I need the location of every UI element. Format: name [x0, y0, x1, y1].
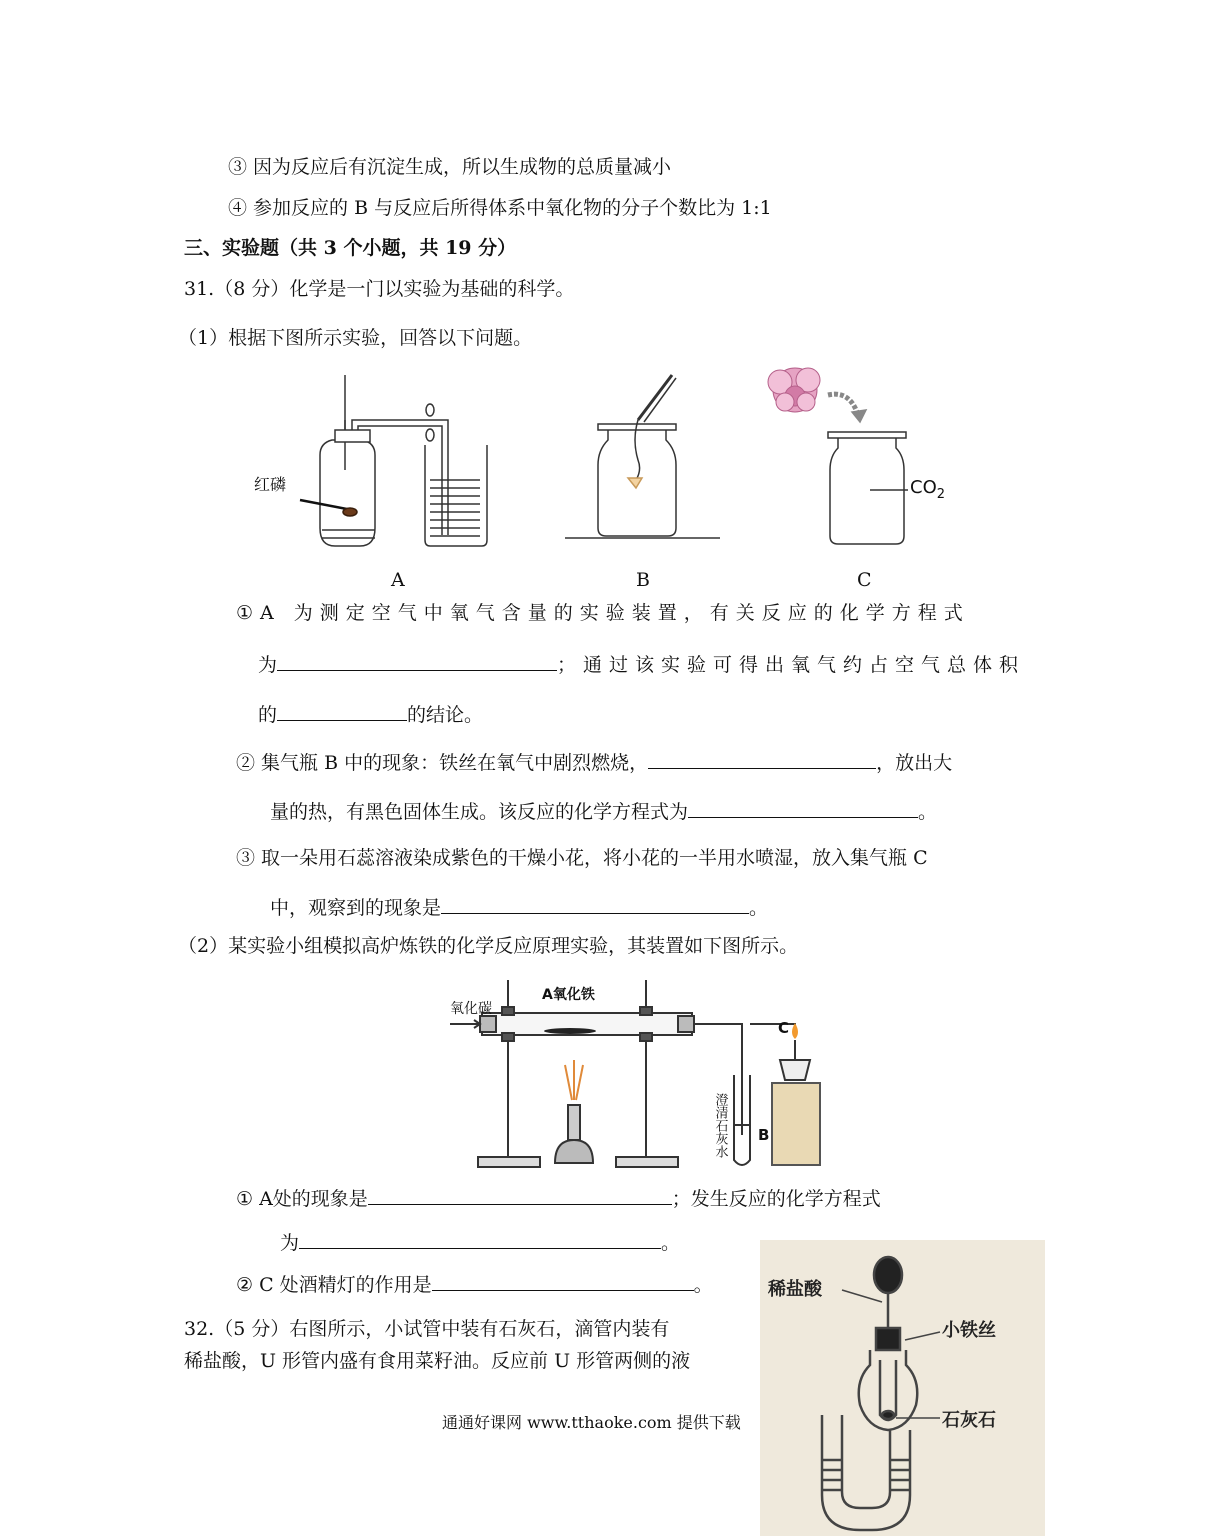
subq-2-line1 — [236, 748, 952, 776]
question-31-title: 31.（8 分）化学是一门以实验为基础的科学。 — [184, 278, 575, 300]
red-phosphorus-label: 红磷 — [254, 475, 287, 494]
flower-icon — [768, 368, 820, 412]
answer-blank-phenomenon-c[interactable] — [441, 893, 749, 914]
subq-b2-line — [236, 1270, 713, 1298]
option-3-text: ③ 因为反应后有沉淀生成，所以生成物的总质量减小 — [228, 156, 672, 178]
question-31-part2: （2）某实验小组模拟高炉炼铁的化学反应原理实验，其装置如下图所示。 — [178, 935, 799, 957]
answer-blank-lamp-purpose[interactable] — [432, 1270, 694, 1291]
figure-experiments-abc — [240, 360, 980, 560]
section-heading: 三、实验题（共 3 个小题，共 19 分） — [184, 237, 517, 259]
subq-b1-prefix: 为 — [280, 1232, 300, 1254]
subq-b2-period: 。 — [693, 1274, 713, 1296]
subq-2-suffix: ，放出大 — [876, 752, 953, 774]
iron-oxide-label: A氧化铁 — [542, 987, 595, 1003]
answer-blank-equation-b[interactable] — [688, 797, 918, 818]
question-32-line2: 稀盐酸，U 形管内盛有食用菜籽油。反应前 U 形管两侧的液 — [184, 1350, 691, 1372]
question-32-line1: 32.（5 分）右图所示，小试管中装有石灰石，滴管内装有 — [184, 1318, 670, 1340]
co-label: 氧化碳 — [450, 1001, 492, 1017]
subq-3-period: 。 — [749, 897, 769, 919]
wire-label: 小铁丝 — [942, 1320, 996, 1341]
answer-blank-equation-a[interactable] — [277, 650, 557, 671]
subq-b1-period: 。 — [661, 1232, 681, 1254]
answer-blank-phenomenon-b[interactable] — [648, 748, 876, 769]
subq-2-line2 — [270, 797, 937, 825]
co2-label: $CO_2$ — [910, 477, 946, 502]
subq-1-middle: ；通过该实验可得出氧气约占空气总体积 — [557, 654, 1026, 676]
answer-blank-equation-iron[interactable] — [299, 1228, 661, 1249]
subq-1-text: ①A 为测定空气中氧气含量的实验装置，有关反应的化学方程式 — [236, 602, 970, 624]
answer-blank-phenomenon-a[interactable] — [368, 1184, 672, 1205]
apparatus-a — [300, 375, 487, 546]
answer-blank-fraction[interactable] — [277, 700, 407, 721]
acid-label: 稀盐酸 — [768, 1279, 822, 1300]
subq-3-text: 中，观察到的现象是 — [270, 897, 442, 919]
subq-1-prefix: 为 — [258, 654, 278, 676]
apparatus-c — [828, 394, 908, 544]
subq-2-text: ② 集气瓶 B 中的现象：铁丝在氧气中剧烈燃烧， — [236, 752, 649, 774]
subq-b2-text: ② C 处酒精灯的作用是 — [236, 1274, 432, 1296]
subq-3-line1: ③ 取一朵用石蕊溶液染成紫色的干燥小花，将小花的一半用水喷湿，放入集气瓶 C — [236, 847, 928, 869]
figure-iron-smelting — [450, 975, 830, 1175]
subq-b1-line1 — [236, 1184, 881, 1212]
subq-b1-suffix: ；发生反应的化学方程式 — [671, 1188, 881, 1210]
figure-u-tube — [760, 1240, 1045, 1536]
flame-c-icon — [792, 1023, 798, 1039]
limewater-label: 澄清石灰水 — [712, 1093, 728, 1158]
footer-source: 通通好课网 www.tthaoke.com 提供下载 — [442, 1413, 741, 1432]
subq-2-period: 。 — [918, 801, 938, 823]
subq-1-line2 — [258, 650, 1025, 678]
subq-2-text2: 量的热，有黑色固体生成。该反应的化学方程式为 — [270, 801, 689, 823]
subq-b1-line2 — [280, 1228, 680, 1256]
limestone-label: 石灰石 — [942, 1410, 996, 1431]
option-4-text: ④ 参加反应的 B 与反应后所得体系中氧化物的分子个数比为 1:1 — [228, 197, 772, 219]
subq-1-suffix: 的结论。 — [407, 704, 484, 726]
iron-oxide-powder — [544, 1028, 596, 1034]
subq-b1-text: ① A处的现象是 — [236, 1188, 368, 1210]
figure-label-c: C — [857, 569, 872, 591]
tube-b-label: B — [758, 1126, 770, 1144]
figure-label-a: A — [391, 569, 405, 591]
figure-label-b: B — [636, 569, 650, 591]
question-31-part1: （1）根据下图所示实验，回答以下问题。 — [178, 327, 533, 349]
apparatus-b — [565, 375, 720, 538]
lamp-c-label: C — [778, 1019, 790, 1037]
subq-1-line3 — [258, 700, 483, 728]
subq-3-line2 — [270, 893, 768, 921]
subq-1-prefix2: 的 — [258, 704, 278, 726]
